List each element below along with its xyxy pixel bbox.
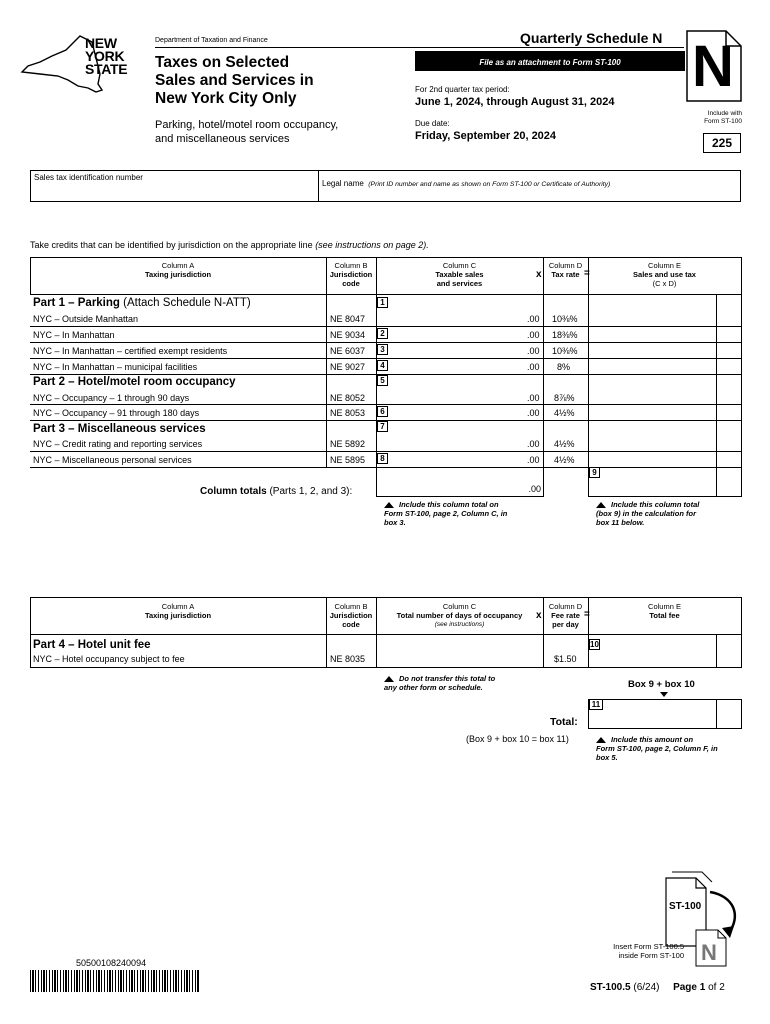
box-11-field[interactable] [588,699,742,729]
title-line-2: Sales and Services in [155,72,314,89]
row-code: NE 9034 [330,330,366,340]
box-7: 7 [377,421,388,432]
row-taxable-amount[interactable]: .00 [527,439,540,449]
t2-col-d-desc-2: per day [552,620,579,629]
note-column-c [384,500,544,527]
box-11: 11 [589,699,603,710]
small-letter: N [701,940,717,965]
t1-col-b-desc-2: code [342,279,360,288]
up-triangle-icon [384,502,394,508]
t2-col-c-desc-2: (see instructions) [434,621,485,628]
t2-equals-sign: = [584,609,590,620]
note-t2-column-c [384,674,544,692]
row-jurisdiction: NYC – Occupancy – 1 through 90 days [33,393,190,403]
due-date-value: Friday, September 20, 2024 [415,130,557,142]
t2-col-a-title: Column A [161,602,195,611]
note-t2-c-line-1: Do not transfer this total to [399,674,496,683]
instruction-hint: (see instructions on page 2). [315,240,429,250]
down-triangle-icon [660,692,668,697]
row-fee-rate: $1.50 [554,654,577,664]
row-taxable-amount[interactable]: .00 [527,314,540,324]
t2-col-b-header [326,602,376,629]
logo-line-3: STATE [85,61,128,77]
include-note [688,110,742,126]
box-6: 6 [377,406,388,417]
page-number: 1 [699,982,706,993]
t1-col-e-desc-2: (C x D) [652,279,677,288]
form-code-box [703,133,741,153]
sum-label: Box 9 + box 10 [628,679,695,690]
row-jurisdiction: NYC – In Manhattan [33,330,115,340]
row-code: NE 6037 [330,346,366,356]
t1-col-c-title: Column C [442,261,477,270]
up-triangle-icon [384,676,394,682]
t1-col-c-header [376,261,543,288]
due-date-label: Due date: [415,119,450,128]
t1-col-e-header [588,261,741,288]
t2-col-c-desc-1: Total number of days of occupancy [396,611,523,620]
t1-col-c-desc-1: Taxable sales [435,270,484,279]
box-1: 1 [377,297,388,308]
box-8: 8 [377,453,388,464]
subtitle-line-1: Parking, hotel/motel room occupancy, [155,119,339,131]
row-taxable-amount[interactable]: .00 [527,330,540,340]
t1-col-a-header [30,261,326,279]
t1-col-d-header [543,261,588,279]
days-of-occupancy-field[interactable] [377,635,542,666]
box-3: 3 [377,344,388,355]
t1-col-b-desc-1: Jurisdiction [329,270,373,279]
table1 [0,0,770,1]
logo-line-1: NEW [85,35,117,51]
part4-heading: Part 4 – Hotel unit fee [33,639,151,651]
t1-col-d-desc: Tax rate [551,270,580,279]
t2-col-a-desc: Taxing jurisdiction [144,611,212,620]
include-note-line-2: Form ST-100 [704,118,742,125]
up-triangle-icon [596,502,606,508]
note-e-line-1: Include this column total [611,500,700,509]
t2-times-sign: x [536,610,542,621]
t2-col-d-desc-1: Fee rate [551,611,580,620]
legal-name-label: Legal name [322,179,364,188]
schedule-letter: N [692,34,734,99]
part1-title: Part 1 – Parking [33,297,120,309]
row-tax-rate: 8⅞% [554,393,575,403]
page-of: of 2 [708,982,725,993]
box-9: 9 [589,467,600,478]
t2-col-c-title: Column C [442,602,477,611]
legal-name-field[interactable] [319,171,740,201]
t1-times-sign: x [536,269,542,280]
page-label: Page [673,982,697,993]
row-taxable-amount[interactable]: .00 [527,455,540,465]
row-taxable-amount[interactable]: .00 [527,346,540,356]
sales-tax-id-label: Sales tax identification number [34,173,143,182]
legal-name-hint: (Print ID number and name as shown on Form ST-100 or Certificate of Authority) [368,181,611,188]
t2-col-d-header [543,602,588,629]
row-code: NE 9027 [330,362,366,372]
row-jurisdiction: NYC – In Manhattan – municipal facilities [33,362,198,372]
insert-note-line-1: Insert Form ST-100.5 [613,942,684,951]
t1-col-b-header [326,261,376,288]
part1-suffix: (Attach Schedule N-ATT) [123,297,251,309]
t1-col-b-title: Column B [334,261,368,270]
insert-note-line-2: inside Form ST-100 [618,951,684,960]
t2-col-e-title: Column E [648,602,681,611]
form-rev: (6/24) [633,982,660,993]
t2-col-b-desc-1: Jurisdiction [329,611,373,620]
t2-col-e-desc: Total fee [649,611,680,620]
row-jurisdiction: NYC – Miscellaneous personal services [33,455,192,465]
t2-col-e-header [588,602,741,620]
row-tax-rate: 10⅜% [552,314,578,324]
t2-col-d-title: Column D [548,602,583,611]
column-totals-title: Column totals [200,486,267,497]
t2-col-c-header [376,602,543,629]
box-9-field[interactable] [588,467,742,497]
instruction-text: Take credits that can be identified by jurisdiction on the appropriate line [30,240,313,250]
st100-label: ST-100 [669,901,702,912]
insert-note [580,942,684,960]
note-c-line-2: Form ST-100, page 2, Column C, in [384,509,508,518]
t1-col-e-desc-1: Sales and use tax [633,270,696,279]
note-t2-c-line-2: any other form or schedule. [384,683,483,692]
row-taxable-amount[interactable]: .00 [527,393,540,403]
sales-tax-id-field[interactable] [31,171,317,201]
department-name: Department of Taxation and Finance [155,37,268,44]
row-tax-rate: 4½% [554,455,575,465]
form-footer-id [590,982,725,993]
subtitle-line-2: and miscellaneous services [155,133,290,145]
box-10: 10 [590,640,599,649]
period-label: For 2nd quarter tax period: [415,85,510,94]
attachment-banner-text: File as an attachment to Form ST-100 [479,58,621,67]
row-tax-rate: 4½% [554,408,575,418]
t1-equals-sign: = [584,268,590,279]
box-4: 4 [377,360,388,371]
column-totals-label [200,486,352,497]
row-jurisdiction: NYC – In Manhattan – certified exempt residents [33,346,228,356]
note-t2-e-line-1: Include this amount on [611,735,694,744]
total-hint: (Box 9 + box 10 = box 11) [466,734,569,744]
title-line-3: New York City Only [155,90,297,107]
row-code: NE 8035 [330,654,366,664]
t2-col-a-header [30,602,326,620]
row-code: NE 8053 [330,408,366,418]
t1-col-a-desc: Taxing jurisdiction [144,270,212,279]
note-c-line-1: Include this column total on [399,500,499,509]
row-taxable-amount[interactable]: .00 [527,408,540,418]
row-code: NE 5895 [330,455,366,465]
period-value: June 1, 2024, through August 31, 2024 [415,96,615,108]
row-jurisdiction: NYC – Occupancy – 91 through 180 days [33,408,200,418]
attachment-banner [415,51,685,71]
t2-col-b-desc-2: code [342,620,360,629]
barcode [30,970,200,992]
part1-heading [33,297,251,309]
t1-col-d-title: Column D [548,261,583,270]
row-code: NE 8052 [330,393,366,403]
part2-heading: Part 2 – Hotel/motel room occupancy [33,376,236,388]
note-t2-e-line-2: Form ST-100, page 2, Column F, in [596,744,718,753]
box-5: 5 [377,375,388,386]
row-jurisdiction: NYC – Outside Manhattan [33,314,139,324]
row-code: NE 5892 [330,439,366,449]
page-title [155,54,314,108]
form-id: ST-100.5 [590,982,631,993]
title-line-1: Taxes on Selected [155,54,290,71]
part3-heading: Part 3 – Miscellaneous services [33,423,206,435]
row-tax-rate: 10⅜% [552,346,578,356]
note-t2-e-line-3: box 5. [596,753,618,762]
column-totals-hint: (Parts 1, 2, and 3): [269,486,353,497]
row-tax-rate: 18⅜% [552,330,578,340]
t1-col-e-title: Column E [648,261,681,270]
note-e-line-3: box 11 below. [596,518,645,527]
row-taxable-amount[interactable]: .00 [527,362,540,372]
t2-col-b-title: Column B [334,602,368,611]
row-jurisdiction: NYC – Hotel occupancy subject to fee [33,654,185,664]
note-t2-column-e [596,735,744,762]
barcode-number: 50500108240094 [76,958,147,968]
row-jurisdiction: NYC – Credit rating and reporting services [33,439,203,449]
note-e-line-2: (box 9) in the calculation for [596,509,697,518]
up-triangle-icon [596,737,606,743]
schedule-letter-badge [686,30,742,102]
column-c-total-field[interactable] [376,467,544,497]
form-code: 225 [711,136,733,150]
row-tax-rate: 8% [557,362,571,372]
logo-line-2: YORK [85,48,125,64]
column-c-total: .00 [528,484,541,494]
box-2: 2 [377,328,388,339]
row-tax-rate: 4½% [554,439,575,449]
nys-logo [18,34,138,96]
note-c-line-3: box 3. [384,518,406,527]
note-column-e [596,500,741,527]
t1-col-c-desc-2: and services [436,279,483,288]
row-code: NE 8047 [330,314,366,324]
page-subtitle [155,118,338,146]
include-note-line-1: Include with [707,110,742,117]
table-row [30,311,742,327]
total-label: Total: [550,716,578,728]
table-row [30,436,742,452]
t1-col-a-title: Column A [161,261,195,270]
schedule-title: Quarterly Schedule N [520,30,663,46]
